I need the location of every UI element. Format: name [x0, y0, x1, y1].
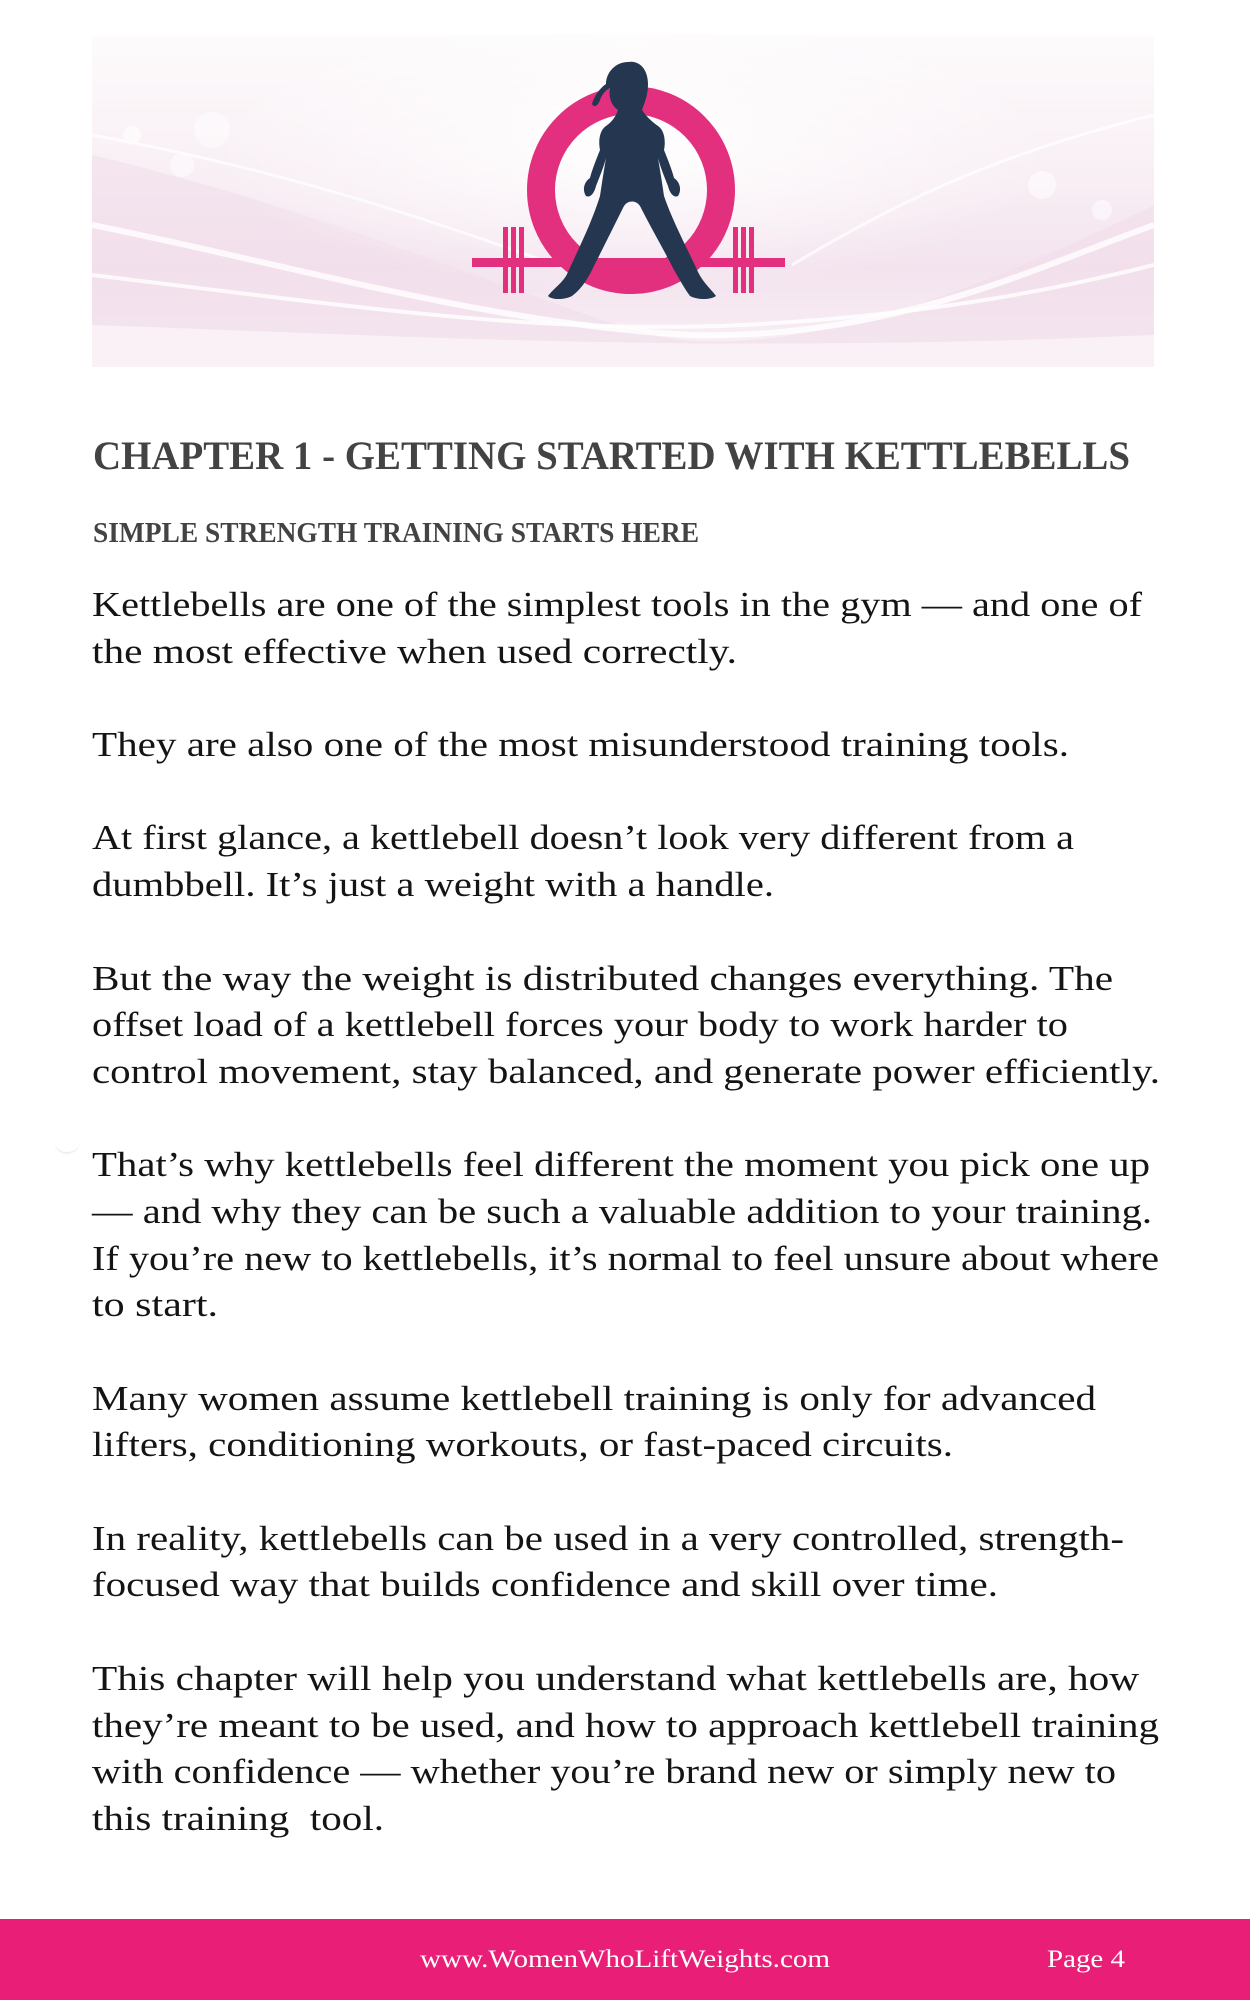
chapter-title: CHAPTER 1 - GETTING STARTED WITH KETTLEBELLS [93, 433, 1130, 478]
body-line: with confidence — whether you’re brand new or simply new to [92, 1752, 1116, 1792]
barbell-bar-icon [472, 258, 785, 267]
body-line: dumbbell. It’s just a weight with a handle. [92, 865, 774, 905]
body-line: focused way that builds confidence and skill over time. [92, 1565, 999, 1605]
body-line: That’s why kettlebells feel different the moment you pick one up [92, 1145, 1150, 1185]
body-line: Kettlebells are one of the simplest tools in the gym — and one of [92, 585, 1142, 624]
body-line: to start. [92, 1285, 218, 1325]
logo [92, 35, 1154, 367]
body-line: At first glance, a kettlebell doesn’t look very different from a [92, 818, 1074, 858]
body-line: — and why they can be such a valuable addition to your training. [92, 1191, 1152, 1231]
chapter-body [92, 582, 1192, 1843]
paragraph [92, 1376, 1192, 1469]
paragraph [92, 1516, 1192, 1609]
paragraph [92, 582, 1192, 675]
body-line: This chapter will help you understand what kettlebells are, how [92, 1658, 1139, 1698]
page-footer [0, 1919, 1250, 2000]
body-line: Many women assume kettlebell training is only for advanced [92, 1378, 1096, 1418]
body-line: control movement, stay balanced, and generate power efficiently. [92, 1051, 1160, 1091]
page-number: Page 4 [1047, 1946, 1125, 1973]
paragraph [92, 815, 1192, 908]
website-link[interactable]: www.WomenWhoLiftWeights.com [420, 1946, 830, 1973]
body-line: They are also one of the most misunderstood training tools. [92, 725, 1069, 765]
paragraph [92, 1656, 1192, 1843]
paragraph [92, 956, 1192, 1096]
chapter-subtitle: SIMPLE STRENGTH TRAINING STARTS HERE [93, 518, 699, 549]
body-line: they’re meant to be used, and how to approach kettlebell training [92, 1705, 1159, 1745]
body-line: the most effective when used correctly. [92, 631, 737, 671]
body-line: In reality, kettlebells can be used in a very controlled, strength- [92, 1518, 1124, 1558]
body-line: If you’re new to kettlebells, it’s normal to feel unsure about where [92, 1238, 1159, 1278]
paragraph [92, 1142, 1192, 1329]
body-line: But the way the weight is distributed changes everything. The [92, 958, 1113, 998]
body-line: offset load of a kettlebell forces your body to work harder to [92, 1005, 1068, 1045]
paragraph [92, 722, 1192, 769]
body-line: this training tool. [92, 1798, 384, 1838]
body-line: lifters, conditioning workouts, or fast-paced circuits. [92, 1425, 954, 1465]
header-banner [92, 35, 1154, 367]
faint-mark [54, 1130, 80, 1154]
